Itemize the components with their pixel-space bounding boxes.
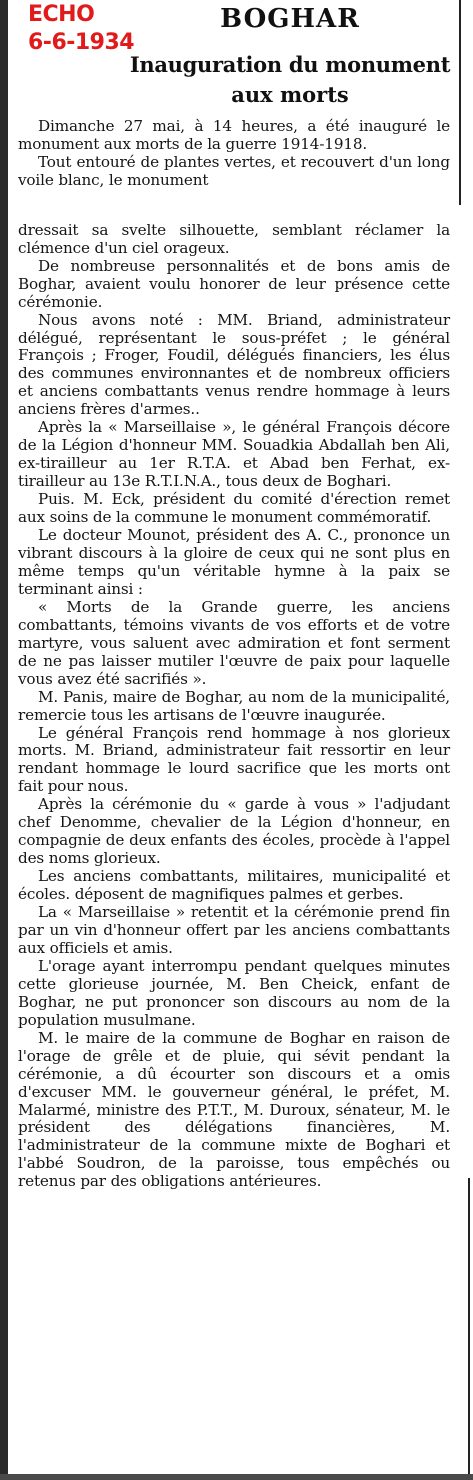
article-paragraph: Tout entouré de plantes vertes, et recouvert d'un long voile blanc, le monument [18, 152, 450, 189]
article-paragraph: dressait sa svelte silhouette, semblant réclamer la clémence d'un ciel orageux. [18, 220, 450, 257]
article-title-line-2: aux morts [231, 82, 349, 107]
date-stamp: 6-6-1934 [28, 30, 135, 55]
right-column-rule-bottom [468, 1178, 470, 1480]
article-paragraph: Puis. M. Eck, président du comité d'érection remet aux soins de la commune le monument commémoratif. [18, 490, 450, 527]
article-paragraph: Dimanche 27 mai, à 14 heures, a été inauguré le monument aux morts de la guerre 1914-1918. [18, 117, 450, 153]
article-paragraph: La « Marseillaise » retentit et la cérémonie prend fin par un vin d'honneur offert par les anciens combattants aux officiels et amis. [18, 903, 450, 957]
article-paragraph: M. Panis, maire de Boghar, au nom de la municipalité, remercie tous les artisans de l'œuvre inaugurée. [18, 687, 450, 724]
article-paragraph: M. le maire de la commune de Boghar en raison de l'orage de grêle et de pluie, qui sévit pendant la cérémonie, a dû écourter son discours et a omis d'excuser MM. le gouverneur général, le préfet, M. Malarmé, ministre des P.T.T., M. Duroux, sénateur, M. le président des délégations financières, M. l'administrateur de la commune mixte de Boghari et l'abbé Soudron, de la paroisse, tous empêchés ou retenus par des obligations antérieures. [18, 1028, 450, 1191]
article-paragraph: Le docteur Mounot, président des A. C., prononce un vibrant discours à la gloire de ceux qui ne sont plus en même temps qu'un véritable hymne à la paix se terminant ainsi : [18, 526, 450, 598]
article-body [18, 118, 450, 1191]
article-paragraph: De nombreuse personnalités et de bons amis de Boghar, avaient voulu honorer de leur présence cette cérémonie. [18, 256, 450, 311]
article-paragraph: « Morts de la Grande guerre, les anciens combattants, témoins vivants de vos efforts et de votre martyre, vous saluent avec admiration et font serment de ne pas laisser mutiler l'œuvre de paix pour laquelle vous avez été sacrifiés ». [18, 597, 450, 688]
source-stamp: ECHO [28, 2, 95, 27]
article-paragraph: Le général François rend hommage à nos glorieux morts. M. Briand, administrateur fait ressortir en leur rendant hommage le lourd sacrifice que les morts ont fait pour nous. [18, 723, 450, 796]
article-paragraph: L'orage ayant interrompu pendant quelques minutes cette glorieuse journée, M. Ben Cheick, enfant de Boghar, ne put prononcer son discours au nom de la population musulmane. [18, 956, 450, 1029]
column-break [18, 190, 450, 222]
left-column-rule [0, 0, 8, 1480]
article-paragraph: Après la cérémonie du « garde à vous » l'adjudant chef Denomme, chevalier de la Légion d'honneur, en compagnie de deux enfants des écoles, procède à l'appel des noms glorieux. [18, 795, 450, 868]
article-title-line-1: Inauguration du monument [129, 52, 451, 77]
place-heading: BOGHAR [220, 4, 360, 34]
article-paragraph: Après la « Marseillaise », le général François décore de la Légion d'honneur MM. Souadkia Abdallah ben Ali, ex-tirailleur au 1er R.T.A. et Abad ben Ferhat, ex-tirailleur au 13e R.T.I.N.A., tous deux de Boghari. [18, 418, 450, 491]
article-paragraph: Nous avons noté : MM. Briand, administrateur délégué, représentant le sous-préfet ; le général François ; Froger, Foudil, délégués financiers, les élus des communes environnantes et de nombreux officiers et anciens combattants venus rendre hommage à leurs anciens frères d'armes.. [18, 310, 450, 419]
bottom-rule [0, 1474, 473, 1480]
article-paragraph: Les anciens combattants, militaires, municipalité et écoles. déposent de magnifiques palmes et gerbes. [18, 867, 450, 904]
